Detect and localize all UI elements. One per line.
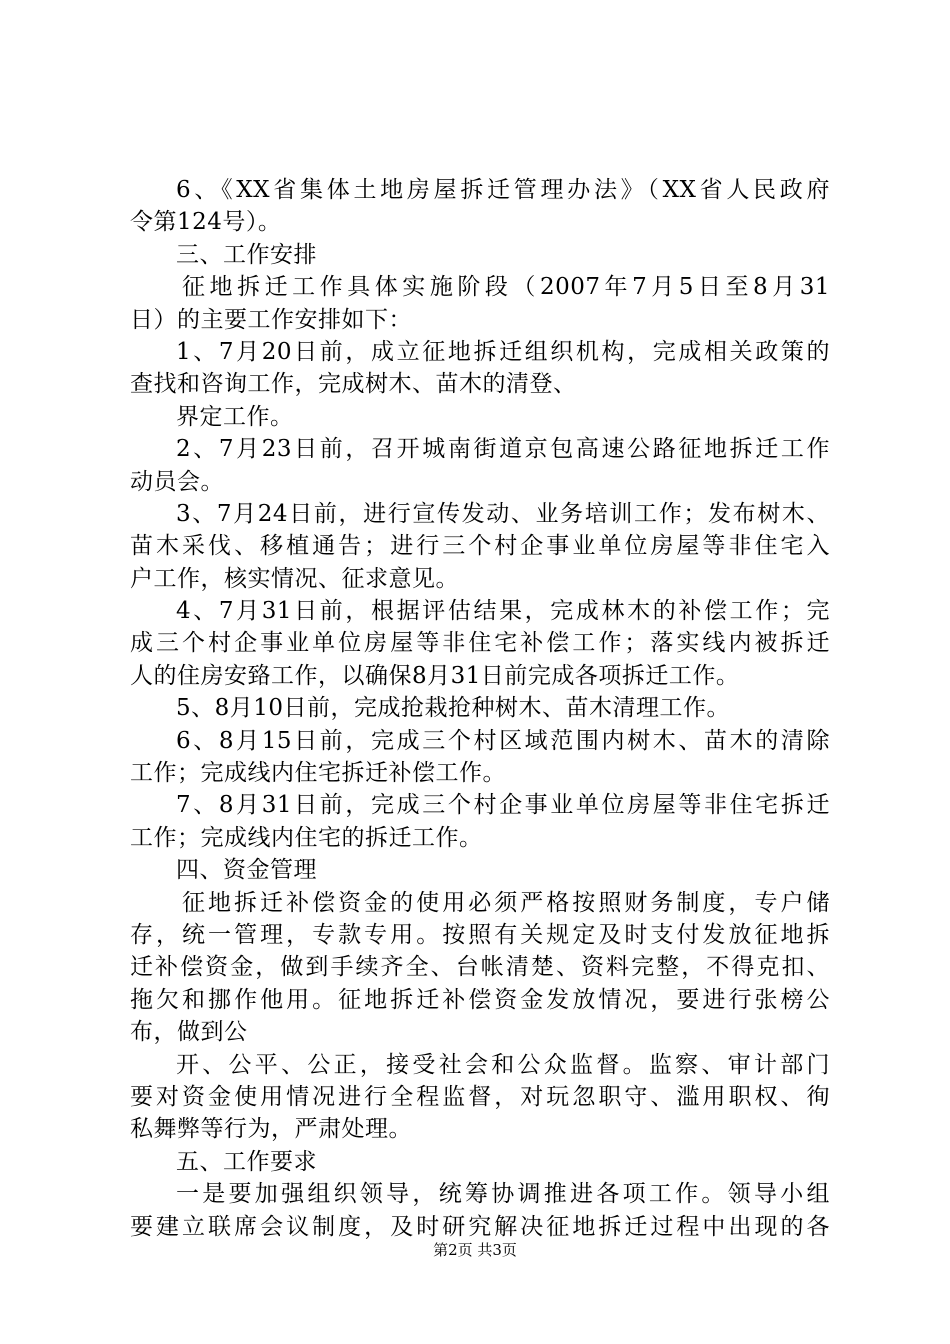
text-line: 要建立联席会议制度，及时研究解决征地拆迁过程中出现的各 [130,1213,830,1240]
document-body [130,174,830,1243]
text-line: 界定工作。 [176,403,294,430]
text-line: 查找和咨询工作，完成树木、苗木的清登、 [130,371,577,398]
text-line: 6、《XX省集体土地房屋拆迁管理办法》（XX省人民政府 [176,177,830,203]
text-line: 工作；完成线内住宅的拆迁工作。 [130,824,483,851]
text-line: 布，做到公 [130,1019,248,1046]
text-line: 人的住房安臵工作，以确保8月31日前完成各项拆迁工作。 [130,662,740,689]
text-line: 五、工作要求 [176,1148,317,1175]
text-line: 私舞弊等行为，严肃处理。 [130,1116,412,1143]
text-line: 5、8月10日前，完成抢栽抢种树木、苗木清理工作。 [176,695,731,722]
text-line: 拖欠和挪作他用。征地拆迁补偿资金发放情况，要进行张榜公 [130,986,830,1013]
text-line: 工作；完成线内住宅拆迁补偿工作。 [130,760,506,787]
text-line: 2、7月23日前，召开城南街道京包高速公路征地拆迁工作 [176,436,830,463]
text-line: 一是要加强组织领导，统筹协调推进各项工作。领导小组 [176,1181,830,1208]
text-line: 6、8月15日前，完成三个村区域范围内树木、苗木的清除 [176,727,830,754]
text-line: 成三个村企事业单位房屋等非住宅补偿工作；落实线内被拆迁 [130,630,830,657]
text-line: 征地拆迁工作具体实施阶段（2007年7月5日至8月31 [182,274,830,301]
text-line: 苗木采伐、移植通告；进行三个村企事业单位房屋等非住宅入 [130,533,830,560]
text-line: 令第124号）。 [130,209,282,236]
text-line: 四、资金管理 [176,857,317,884]
text-line: 户工作，核实情况、征求意见。 [130,565,459,592]
text-line: 迁补偿资金，做到手续齐全、台帐清楚、资料完整，不得克扣、 [130,954,830,981]
text-line: 4、7月31日前，根据评估结果，完成林木的补偿工作；完 [176,598,830,625]
text-line: 存，统一管理，专款专用。按照有关规定及时支付发放征地拆 [130,921,830,948]
text-line: 日）的主要工作安排如下： [130,306,412,333]
text-line: 三、工作安排 [176,241,317,268]
text-line: 动员会。 [130,468,224,495]
page-footer: 第2页 共3页 [433,1241,517,1259]
text-line: 7、8月31日前，完成三个村企事业单位房屋等非住宅拆迁 [176,792,830,819]
text-line: 要对资金使用情况进行全程监督，对玩忽职守、滥用职权、徇 [130,1083,830,1110]
text-line: 3、7月24日前，进行宣传发动、业务培训工作；发布树木、 [176,500,830,527]
text-line: 1、7月20日前，成立征地拆迁组织机构，完成相关政策的 [176,338,830,365]
text-line: 征地拆迁补偿资金的使用必须严格按照财务制度，专户储 [182,889,830,916]
text-line: 开、公平、公正，接受社会和公众监督。监察、审计部门 [176,1051,830,1078]
